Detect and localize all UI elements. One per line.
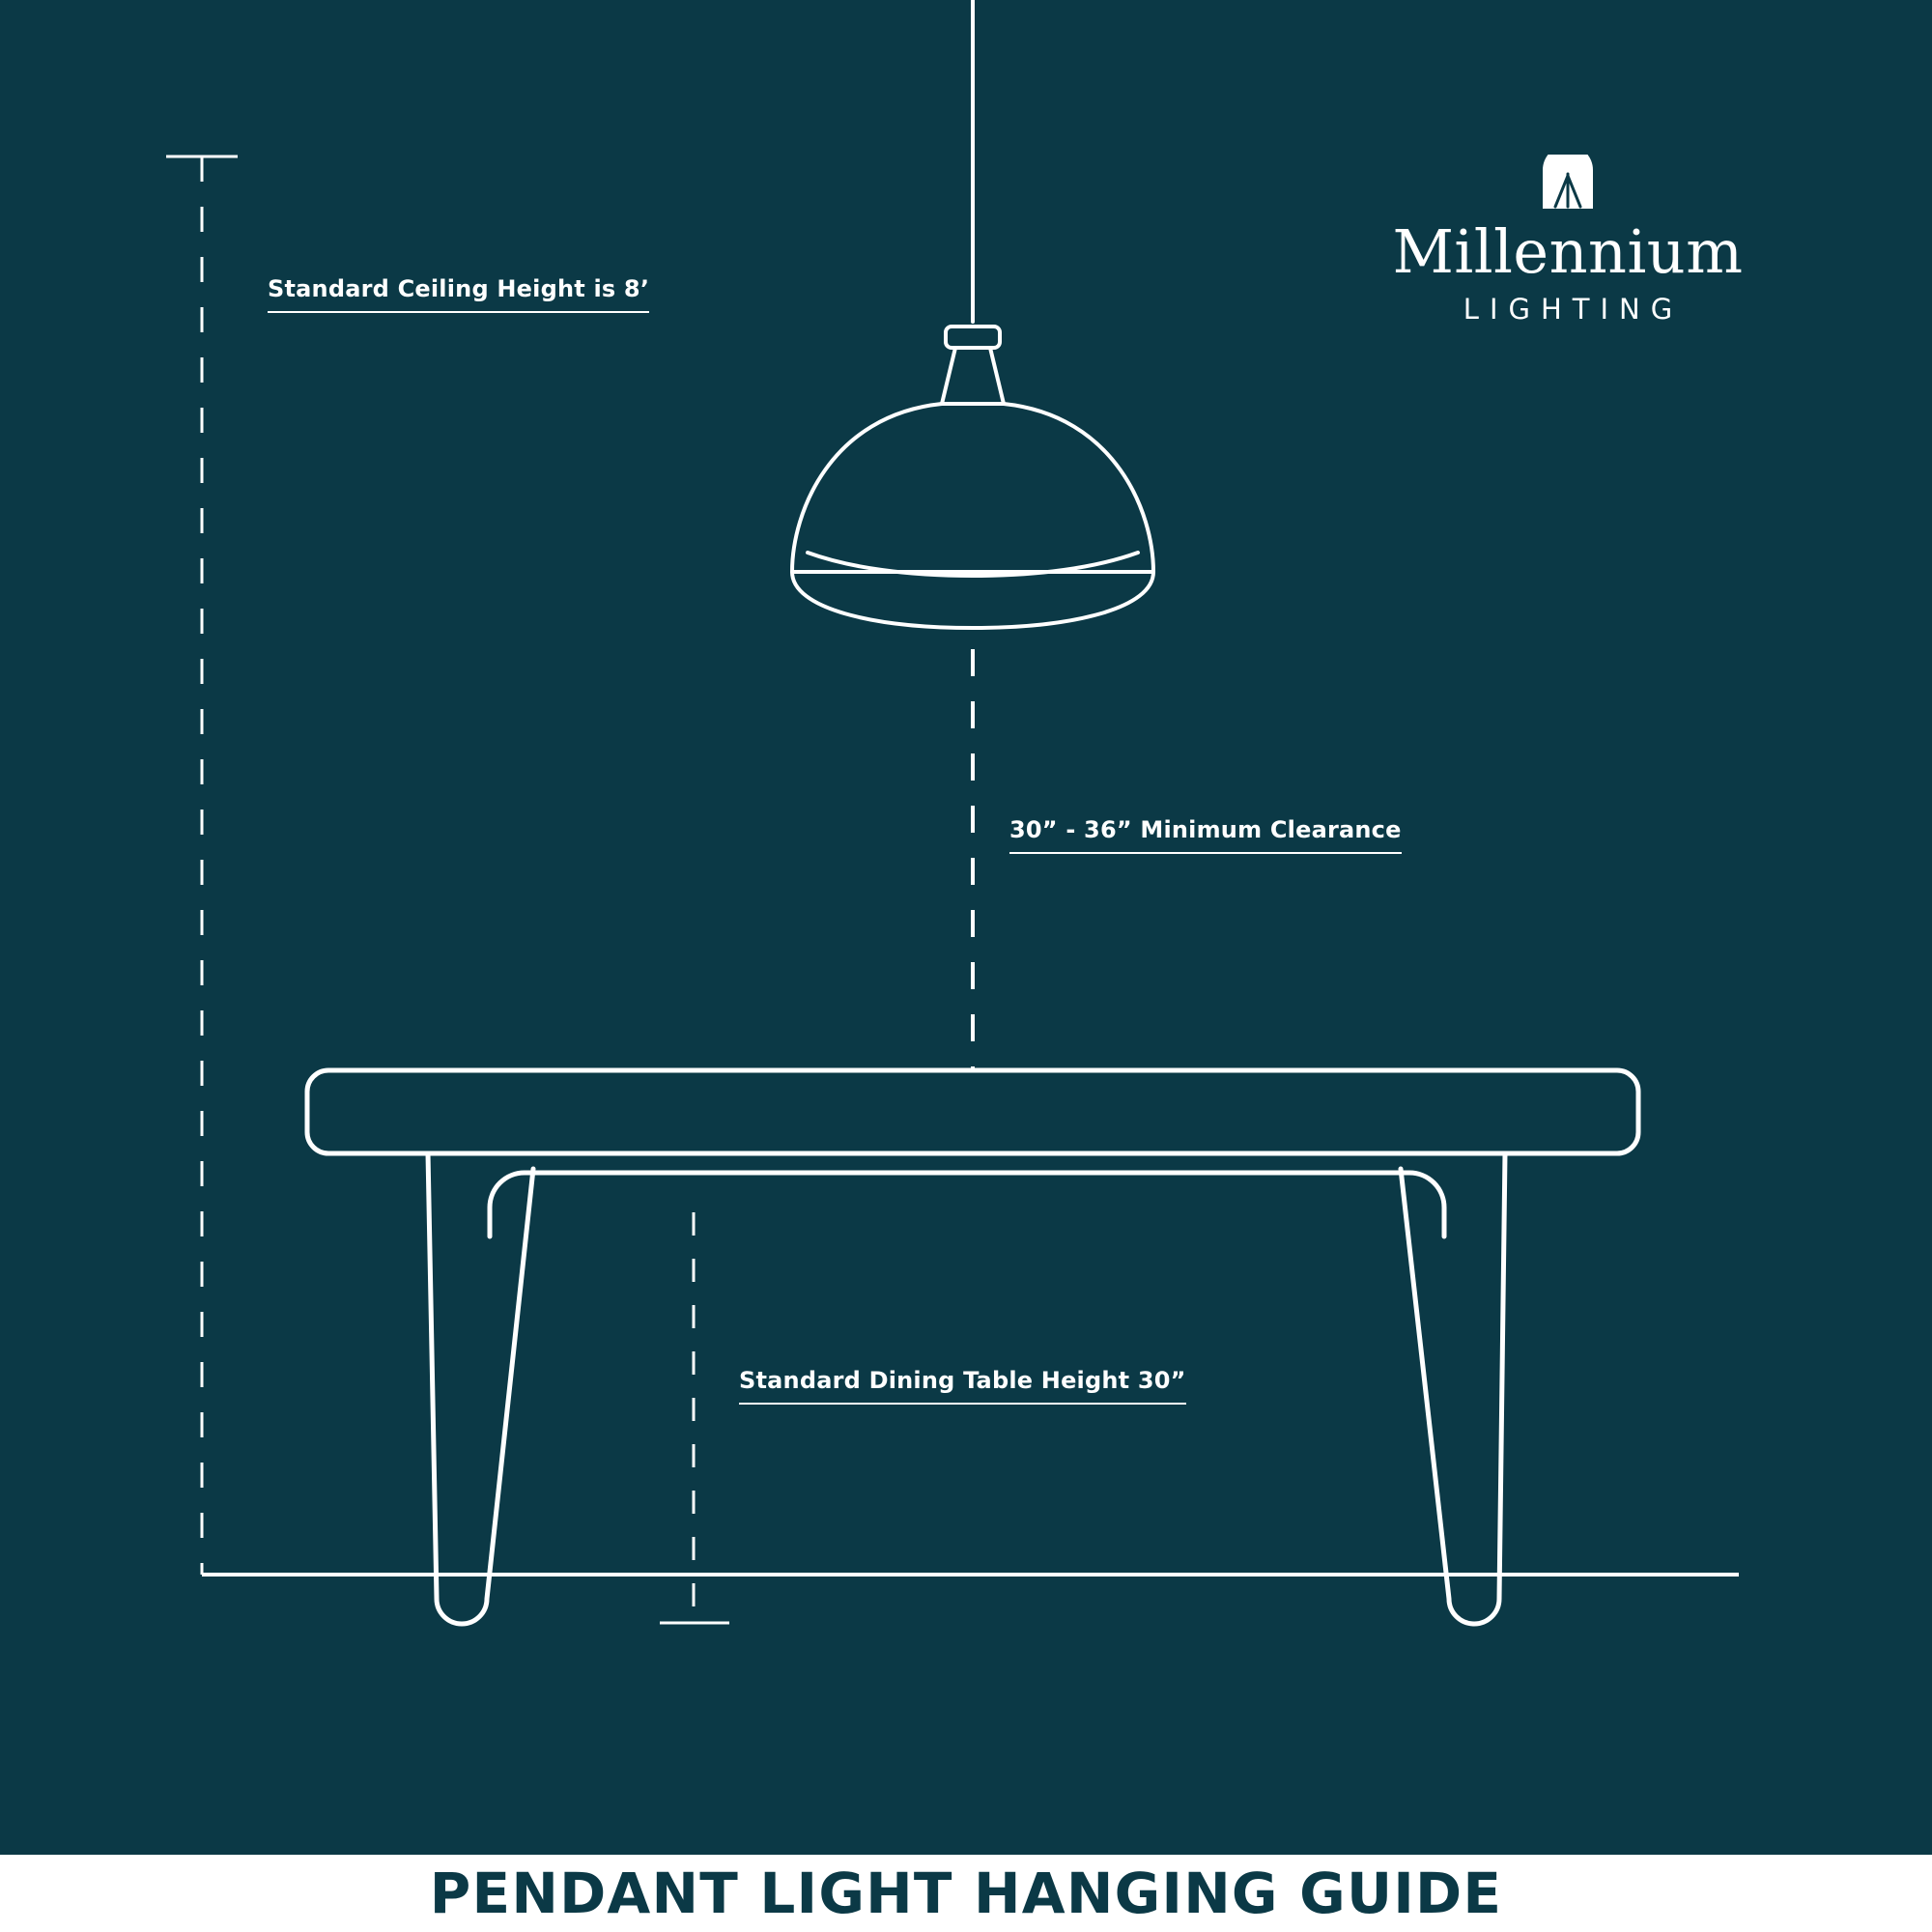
label-minimum-clearance: 30” - 36” Minimum Clearance (1009, 816, 1402, 854)
table-height-dimension-line (660, 1212, 729, 1623)
footer-bar (0, 1855, 1932, 1932)
footer-title: PENDANT LIGHT HANGING GUIDE (429, 1861, 1503, 1926)
brand-name: Millennium (1392, 216, 1744, 287)
brand-logo (1350, 155, 1785, 326)
millennium-logo-mark-icon (1539, 155, 1597, 211)
label-standard-ceiling-height: Standard Ceiling Height is 8’ (268, 275, 649, 313)
pendant-light-illustration (792, 0, 1153, 628)
brand-subtitle: LIGHTING (1463, 293, 1684, 327)
label-standard-table-height: Standard Dining Table Height 30” (739, 1367, 1186, 1405)
dining-table-illustration (307, 1070, 1638, 1624)
ceiling-height-dimension-line (166, 156, 238, 1575)
